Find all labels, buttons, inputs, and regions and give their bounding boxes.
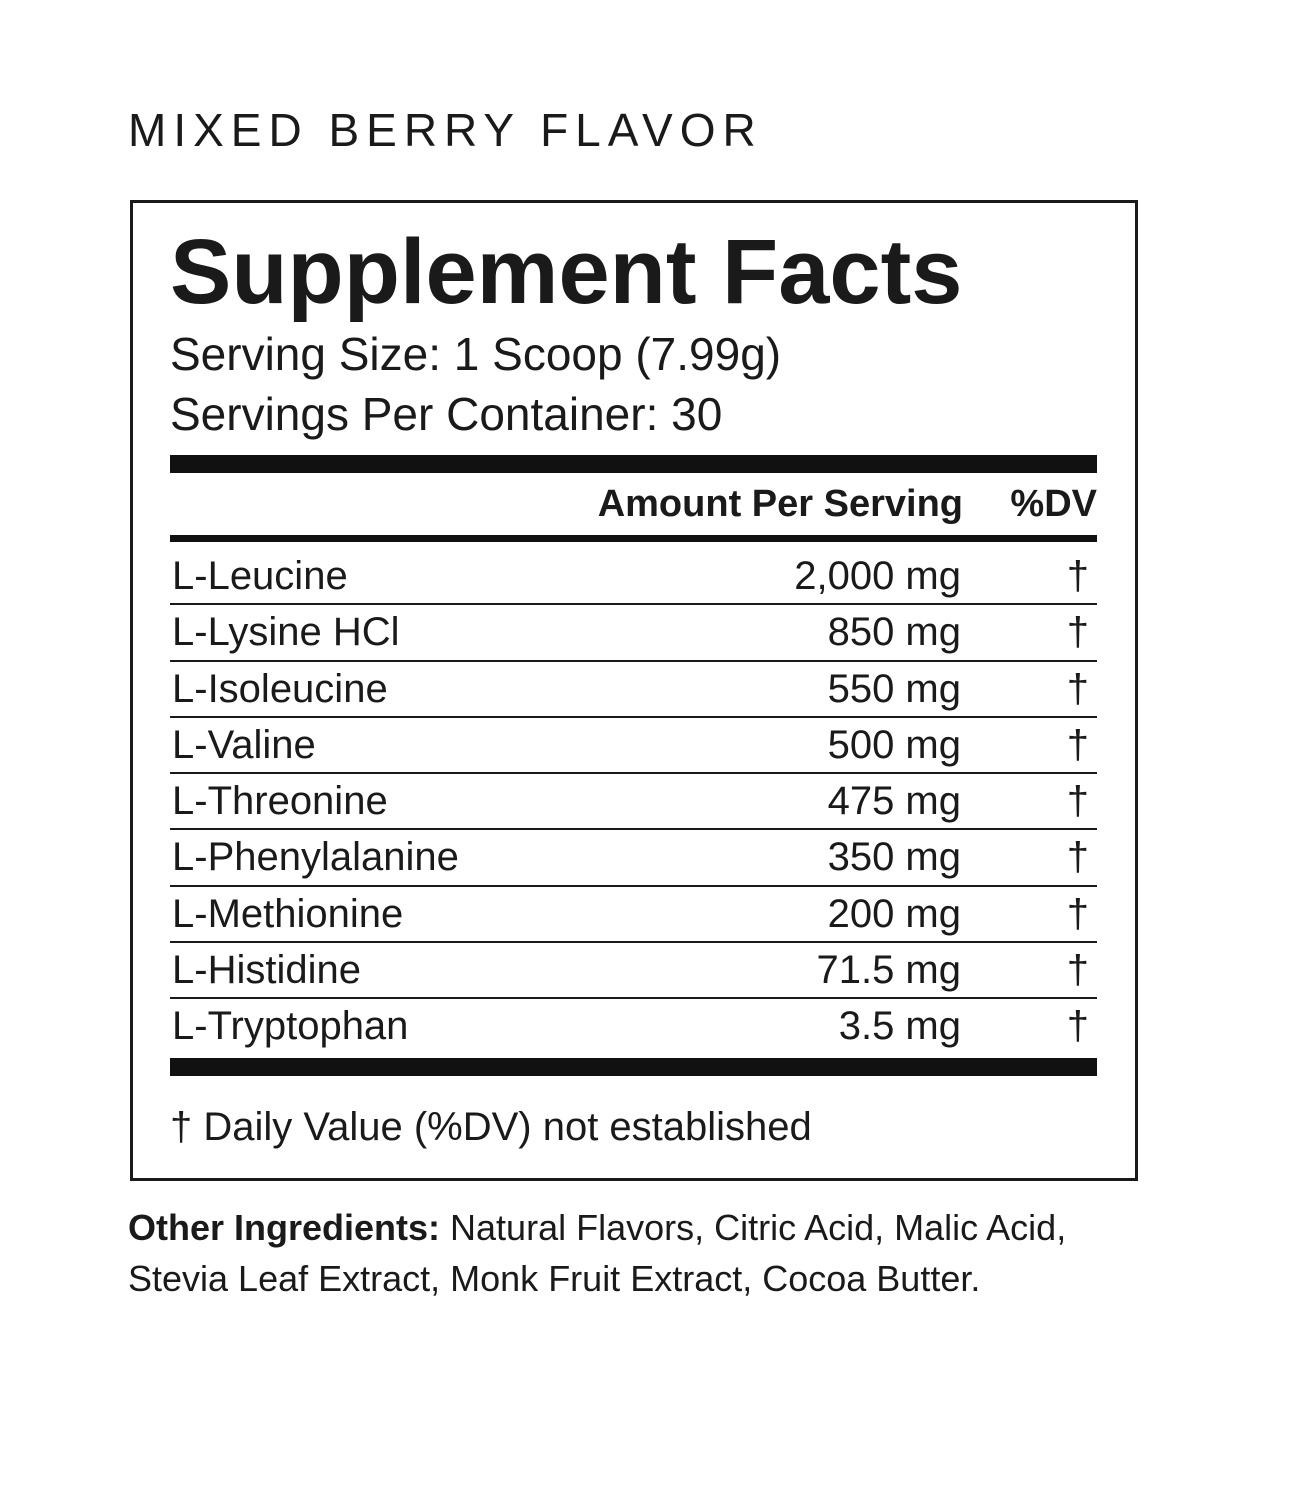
ingredient-rows [170, 549, 1097, 1056]
table-row [170, 549, 1097, 605]
table-row [170, 718, 1097, 774]
flavor-heading: MIXED BERRY FLAVOR [128, 104, 763, 156]
dv-footnote: † Daily Value (%DV) not established [170, 1105, 812, 1149]
ingredient-dv: † [1066, 666, 1089, 711]
table-row [170, 662, 1097, 718]
amount-per-serving-header: Amount Per Serving [597, 483, 963, 525]
column-header-row [170, 479, 1097, 529]
ingredient-dv: † [1066, 779, 1089, 824]
ingredient-amount: 3.5 mg [838, 1004, 961, 1049]
ingredient-amount: 2,000 mg [794, 554, 961, 598]
dv-header: %DV [1010, 483, 1097, 525]
ingredient-name: L-Methionine [172, 891, 404, 936]
ingredient-dv: † [1066, 835, 1089, 880]
ingredient-amount: 350 mg [827, 835, 961, 880]
ingredient-dv: † [1066, 1004, 1089, 1049]
ingredient-dv: † [1066, 891, 1089, 936]
other-ingredients-text: Natural Flavors, Citric Acid, Malic Acid, Stevia Leaf Extract, Monk Fruit Extract, Cocoa Butter. [128, 1207, 1067, 1299]
ingredient-name: L-Threonine [172, 779, 388, 824]
table-row [170, 830, 1097, 886]
ingredient-amount: 71.5 mg [816, 948, 961, 993]
ingredient-amount: 850 mg [827, 610, 961, 655]
other-ingredients-label: Other Ingredients: [128, 1207, 441, 1248]
header-divider-bar [170, 535, 1097, 542]
ingredient-name: L-Valine [172, 722, 316, 767]
ingredient-amount: 475 mg [827, 779, 961, 824]
ingredient-dv: † [1066, 948, 1089, 993]
table-row [170, 605, 1097, 661]
ingredient-name: L-Lysine HCl [172, 610, 400, 655]
ingredient-name: L-Phenylalanine [172, 835, 459, 880]
panel-title: Supplement Facts [170, 221, 963, 323]
ingredient-name: L-Isoleucine [172, 666, 388, 711]
ingredient-name: L-Histidine [172, 948, 361, 993]
serving-size: Serving Size: 1 Scoop (7.99g) [170, 328, 782, 380]
bottom-divider-bar [170, 1058, 1097, 1076]
ingredient-dv: † [1066, 554, 1089, 598]
servings-per-container: Servings Per Container: 30 [170, 388, 723, 440]
ingredient-amount: 200 mg [827, 891, 961, 936]
supplement-facts-panel [130, 200, 1138, 1181]
ingredient-name: L-Tryptophan [172, 1004, 409, 1049]
ingredient-amount: 550 mg [827, 666, 961, 711]
table-row [170, 887, 1097, 943]
ingredient-dv: † [1066, 610, 1089, 655]
table-row [170, 999, 1097, 1055]
other-ingredients [128, 1202, 1128, 1304]
table-row [170, 774, 1097, 830]
ingredient-name: L-Leucine [172, 554, 348, 598]
table-row [170, 943, 1097, 999]
ingredient-amount: 500 mg [827, 722, 961, 767]
top-divider-bar [170, 455, 1097, 473]
ingredient-dv: † [1066, 722, 1089, 767]
